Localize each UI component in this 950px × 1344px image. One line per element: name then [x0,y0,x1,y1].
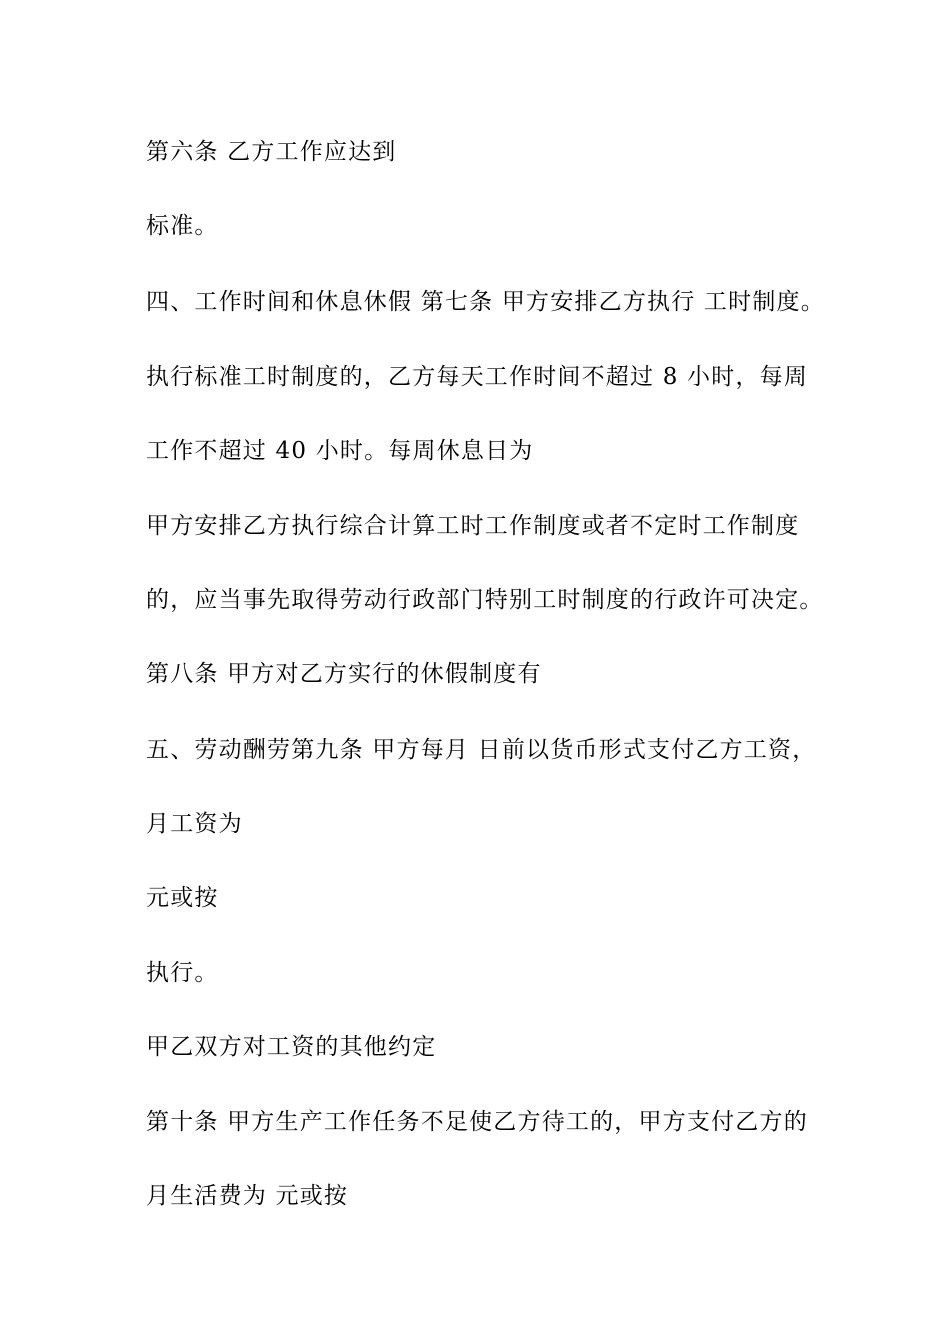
text-line-flexible-hours: 甲方安排乙方执行综合计算工时工作制度或者不定时工作制度 [146,513,800,539]
text-line-article-10: 第十条 甲方生产工作任务不足使乙方待工的，甲方支付乙方的 [146,1109,808,1135]
text-line-monthly-wage: 月工资为 [146,811,243,837]
text-line-section-5-heading: 五、劳动酬劳第九条 甲方每月 日前以货币形式支付乙方工资， [146,737,817,763]
text-line-article-6: 第六条 乙方工作应达到 [146,139,397,165]
text-line-weekly-hours: 工作不超过 40 小时。每周休息日为 [146,438,534,464]
text-line-yuan-or: 元或按 [146,885,219,911]
text-line-section-4-heading: 四、工作时间和休息休假 第七条 甲方安排乙方执行 工时制度。 [146,289,825,315]
text-line-standard: 标准。 [146,213,219,239]
text-line-other-wage-terms: 甲乙双方对工资的其他约定 [146,1034,437,1060]
text-line-execute: 执行。 [146,960,219,986]
text-line-standard-hours: 执行标准工时制度的，乙方每天工作时间不超过 8 小时，每周 [146,364,809,390]
text-line-living-expenses: 月生活费为 元或按 [146,1183,349,1209]
text-line-administrative-permit: 的，应当事先取得劳动行政部门特别工时制度的行政许可决定。 [146,587,824,613]
text-line-article-8: 第八条 甲方对乙方实行的休假制度有 [146,661,542,687]
